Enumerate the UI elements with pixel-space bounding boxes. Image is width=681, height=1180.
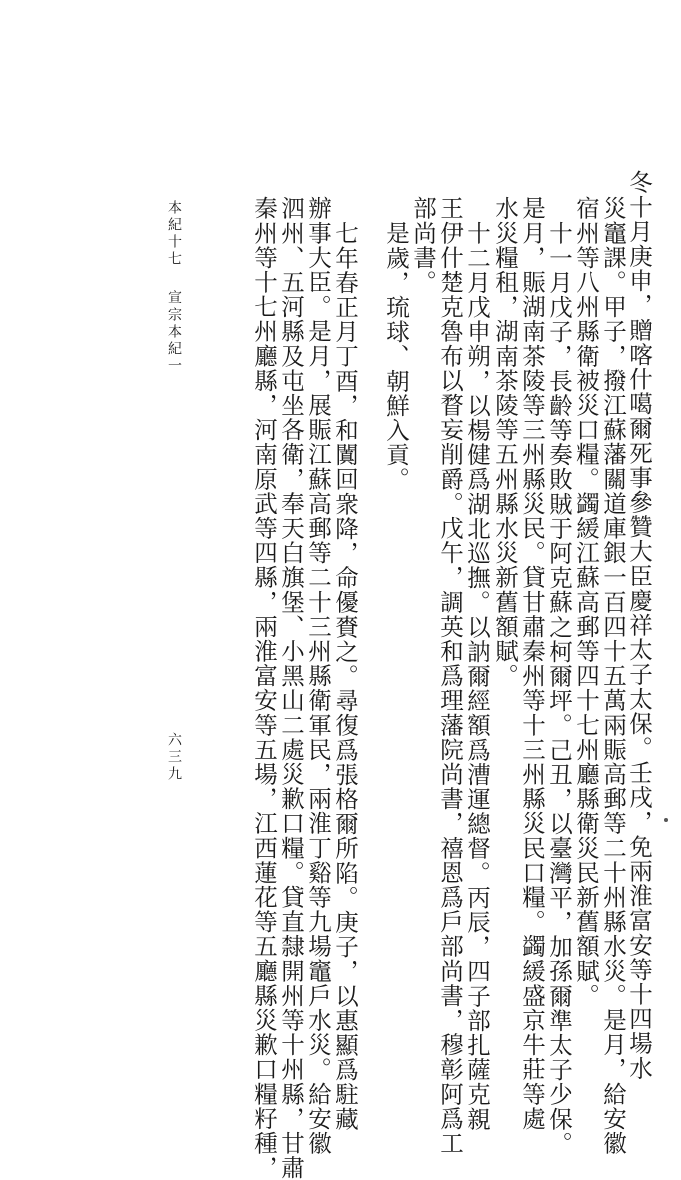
text-column-5: 是月，賑湖南茶陵等三州縣災民。貸甘肅秦州等十三州縣災民口糧。蠲緩盛京牛莊等處 — [518, 196, 546, 1131]
text-column-6: 水災糧租，湖南茶陵等五州縣水災新舊額賦。 — [491, 196, 519, 688]
text-column-12: 辦事大臣。是月，展賑江蘇高郵等二十三州縣衛軍民，兩淮丁谿等九場竈戶水災。給安徽 — [304, 196, 332, 1156]
text-column-9: 部尚書。 — [409, 196, 437, 295]
text-column-14: 秦州等十七州廳縣，河南原武等四縣，兩淮富安等五場，江西蓮花等五廳縣災歉口糧籽種， — [250, 196, 278, 1180]
text-column-11: 七年春正月丁酉，和闐回衆降，命優賚之。尋復爲張格爾所陷。庚子，以惠顯爲駐藏 — [331, 221, 359, 1132]
text-column-10: 是歲，琉球、朝鮮入貢。 — [382, 221, 410, 492]
stray-mark — [664, 818, 668, 822]
margin-chapter-title: 宣宗本紀一 — [166, 290, 182, 375]
text-column-3: 宿州等八州縣衛被災口糧。蠲緩江蘇高郵等四十七州廳縣衛災民新舊額賦。 — [572, 196, 600, 1008]
text-column-7: 十二月戊申朔，以楊健爲湖北巡撫。以訥爾經額爲漕運總督。丙辰，四子部扎薩克親 — [463, 221, 491, 1132]
page-number: 六三九 — [166, 732, 182, 783]
text-column-8: 王伊什楚克魯布以瞀妄削爵。戊午，調英和爲理藩院尚書，禧恩爲戶部尚書，穆彰阿爲工 — [436, 196, 464, 1156]
text-column-13: 泗州、五河縣及屯坐各衛，奉天白旗堡、小黑山二處災歉口糧。貸直隸開州等十州縣，甘肅 — [277, 196, 305, 1180]
text-column-2: 災竈課。甲子，撥江蘇藩關道庫銀一百四十五萬兩賑高郵等二十州縣水災。是月，給安徽 — [599, 196, 627, 1156]
margin-section-label: 本紀十七 — [166, 200, 182, 268]
text-column-1: 冬十月庚申，贈喀什噶爾死事參贊大臣慶祥太子太保。壬戌，免兩淮富安等十四場水 — [625, 170, 653, 1081]
text-column-4: 十一月戊子，長齡等奏敗賊于阿克蘇之柯爾坪。己丑，以臺灣平，加孫爾準太子少保。 — [545, 221, 573, 1156]
